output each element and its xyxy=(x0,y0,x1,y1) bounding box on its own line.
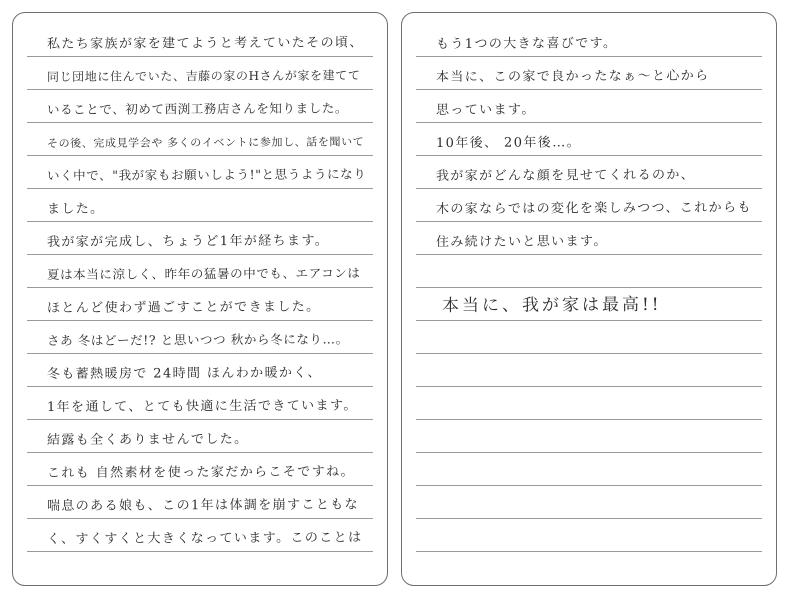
handwritten-line: もう1つの大きな喜びです。 xyxy=(435,36,618,52)
handwritten-line: 夏は本当に涼しく、昨年の猛暑の中でも、エアコンは xyxy=(46,265,361,282)
ruled-line xyxy=(416,288,762,321)
handwritten-line: 木の家ならではの変化を楽しみつつ、これからも xyxy=(435,200,752,217)
letter-page-left xyxy=(12,12,388,586)
ruled-line xyxy=(27,123,373,156)
ruled-line xyxy=(27,255,373,288)
handwritten-line: 私たち家族が家を建てようと考えていたその頃、 xyxy=(46,35,364,52)
handwritten-line: ほとんど使わず過ごすことができました。 xyxy=(46,299,321,316)
handwritten-line: いることで、初めて西渕工務店さんを知りました。 xyxy=(46,100,349,118)
ruled-line xyxy=(416,321,762,354)
ruled-line xyxy=(416,24,762,57)
ruled-line xyxy=(416,90,762,123)
ruled-line xyxy=(27,354,373,387)
handwritten-line: 1年を通して、とても快適に生活できています。 xyxy=(46,398,358,415)
handwritten-line: く、すくすくと大きくなっています。このことは xyxy=(46,530,363,547)
ruled-line xyxy=(27,90,373,123)
ruled-line xyxy=(27,519,373,552)
handwritten-line: いく中で、"我が家もお願いしよう!"と思うようになり xyxy=(46,166,367,184)
ruled-line xyxy=(416,387,762,420)
ruled-line xyxy=(416,57,762,90)
handwritten-line: その後、完成見学会や 多くのイベントに参加し、話を聞いて xyxy=(46,135,365,151)
handwritten-line: 思っています。 xyxy=(435,102,536,118)
ruled-line xyxy=(416,453,762,486)
ruled-line xyxy=(27,321,373,354)
handwritten-line: ました。 xyxy=(46,201,105,217)
ruled-line xyxy=(27,387,373,420)
ruled-line xyxy=(27,189,373,222)
handwritten-line: 本当に、この家で良かったなぁ〜と心から xyxy=(435,68,710,85)
handwritten-line: 住み続けたいと思います。 xyxy=(435,234,608,250)
handwritten-line: さあ 冬はどーだ!? と思いつつ 秋から冬になり…。 xyxy=(46,331,349,348)
letter-page-right xyxy=(401,12,777,586)
ruled-line xyxy=(416,156,762,189)
ruled-line xyxy=(416,519,762,552)
ruled-line xyxy=(416,255,762,288)
ruled-line xyxy=(27,222,373,255)
ruled-line xyxy=(27,453,373,486)
handwritten-line: 10年後、 20年後…。 xyxy=(435,135,582,151)
ruled-line xyxy=(27,156,373,189)
ruled-line xyxy=(27,486,373,519)
handwritten-line: これも 自然素材を使った家だからこそですね。 xyxy=(46,464,355,481)
handwritten-line: 冬も蓄熱暖房で 24時間 ほんわか暖かく、 xyxy=(46,365,322,382)
handwritten-line: 同じ団地に住んでいた、吉藤の家のHさんが家を建てて xyxy=(46,68,361,85)
handwritten-line: 我が家が完成し、ちょうど1年が経ちます。 xyxy=(46,233,330,250)
ruled-line xyxy=(27,420,373,453)
ruled-line xyxy=(416,222,762,255)
ruled-line xyxy=(416,420,762,453)
ruled-line xyxy=(416,486,762,519)
ruled-line xyxy=(416,354,762,387)
handwritten-line: 我が家がどんな顔を見せてくれるのか、 xyxy=(435,167,696,184)
handwritten-line: 喘息のある娘も、この1年は体調を崩すこともな xyxy=(46,497,360,514)
ruled-line xyxy=(416,123,762,156)
ruled-line xyxy=(27,288,373,321)
ruled-line xyxy=(27,57,373,90)
ruled-line xyxy=(416,189,762,222)
handwritten-line: 結露も全くありませんでした。 xyxy=(46,431,249,448)
ruled-line xyxy=(27,24,373,57)
handwritten-closing-line: 本当に、我が家は最高!! xyxy=(441,294,662,316)
